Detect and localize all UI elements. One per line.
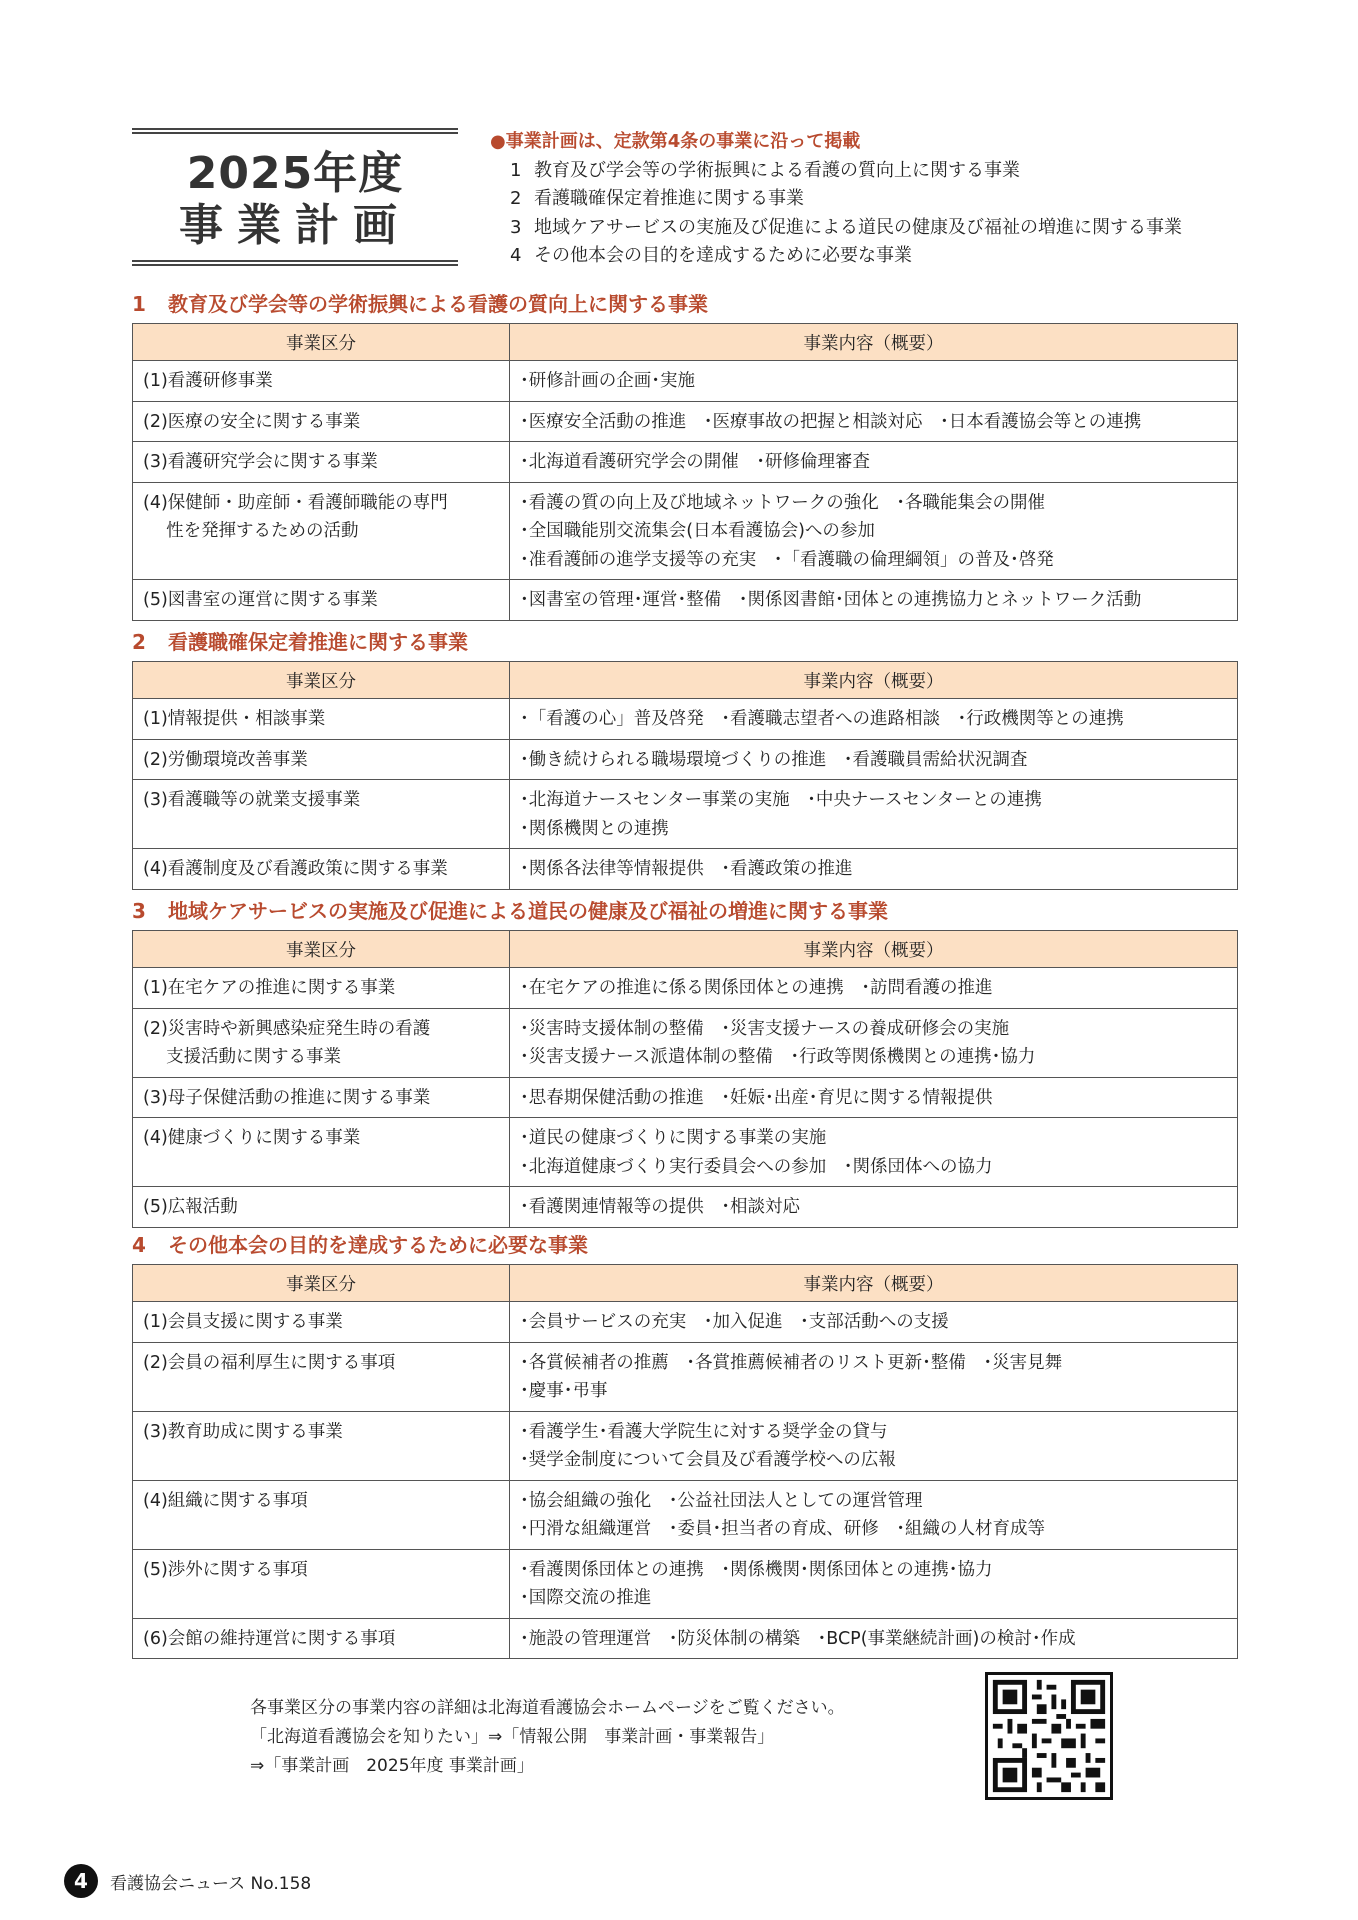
content-text: ･働き続けられる職場環境づくりの推進 ･看護職員需給状況調査 xyxy=(520,749,1028,770)
plan-table xyxy=(132,1264,1238,1659)
category-cell xyxy=(133,1618,510,1659)
category-cell xyxy=(133,1008,510,1077)
category-text: (3)母子保健活動の推進に関する事業 xyxy=(143,1087,431,1108)
content-cell xyxy=(510,1118,1238,1187)
category-text: (3)看護研究学会に関する事業 xyxy=(143,452,378,472)
page-title-box xyxy=(132,128,458,266)
content-text: ･北海道看護研究学会の開催 ･研修倫理審査 xyxy=(520,452,870,472)
table-row xyxy=(133,1549,1238,1618)
content-text: ･協会組織の強化 ･公益社団法人としての運営管理 xyxy=(520,1490,923,1511)
plan-table xyxy=(132,930,1238,1228)
section-number: 1 xyxy=(132,292,146,316)
column-header-category: 事業区分 xyxy=(133,1265,510,1302)
content-text: ･北海道ナースセンター事業の実施 ･中央ナースセンターとの連携 xyxy=(520,790,1042,810)
content-text: ･全国職能別交流集会(日本看護協会)への参加 xyxy=(520,521,875,541)
content-text: ･図書室の管理･運営･整備 ･関係図書館･団体との連携協力とネットワーク活動 xyxy=(520,590,1142,610)
content-cell xyxy=(510,442,1238,483)
intro-item: 1 教育及び学会等の学術振興による看護の質向上に関する事業 xyxy=(510,159,1020,181)
table-row xyxy=(133,699,1238,740)
page-number: 4 xyxy=(64,1864,98,1898)
table-row xyxy=(133,442,1238,483)
content-text: ･各賞候補者の推薦 ･各賞推薦候補者のリスト更新･整備 ･災害見舞 xyxy=(520,1352,1063,1373)
category-text: (2)会員の福利厚生に関する事項 xyxy=(143,1352,396,1373)
column-header-content: 事業内容（概要） xyxy=(510,931,1238,968)
content-text: ･医療安全活動の推進 ･医療事故の把握と相談対応 ･日本看護協会等との連携 xyxy=(520,411,1142,432)
category-cell xyxy=(133,442,510,483)
footer-line: 各事業区分の事業内容の詳細は北海道看護協会ホームページをご覧ください。 xyxy=(250,1698,845,1718)
table-header-row xyxy=(133,324,1238,361)
category-cell xyxy=(133,1077,510,1118)
category-text: (4)看護制度及び看護政策に関する事業 xyxy=(143,859,448,879)
content-cell xyxy=(510,968,1238,1009)
category-cell xyxy=(133,482,510,580)
section-number: 4 xyxy=(132,1233,146,1257)
content-cell xyxy=(510,1302,1238,1343)
table-row xyxy=(133,1187,1238,1228)
category-cell xyxy=(133,739,510,780)
content-text: ･慶事･弔事 xyxy=(520,1381,608,1401)
table-row xyxy=(133,361,1238,402)
table-row xyxy=(133,1618,1238,1659)
table-header-row xyxy=(133,931,1238,968)
category-cell xyxy=(133,1187,510,1228)
footer-line: 「北海道看護協会を知りたい」⇒「情報公開 事業計画・事業報告」 xyxy=(250,1727,775,1747)
category-text: (5)図書室の運営に関する事業 xyxy=(143,590,378,610)
section-title: 看護職確保定着推進に関する事業 xyxy=(168,630,468,654)
category-text: (1)情報提供・相談事業 xyxy=(143,709,326,729)
table-header-row xyxy=(133,662,1238,699)
content-text: ･在宅ケアの推進に係る関係団体との連携 ･訪問看護の推進 xyxy=(520,978,993,998)
category-text: (5)渉外に関する事項 xyxy=(143,1559,308,1580)
intro-list xyxy=(490,128,1182,271)
content-cell xyxy=(510,739,1238,780)
category-cell xyxy=(133,401,510,442)
category-cell xyxy=(133,1118,510,1187)
content-text: ･災害支援ナース派遣体制の整備 ･行政等関係機関との連携･協力 xyxy=(520,1047,1036,1067)
content-cell xyxy=(510,482,1238,580)
category-text: (5)広報活動 xyxy=(143,1197,238,1217)
section-title: 地域ケアサービスの実施及び促進による道民の健康及び福祉の増進に関する事業 xyxy=(168,899,888,923)
table-row xyxy=(133,1118,1238,1187)
plan-table xyxy=(132,661,1238,890)
table-row xyxy=(133,1411,1238,1480)
category-text: (1)会員支援に関する事業 xyxy=(143,1312,343,1332)
category-cell xyxy=(133,968,510,1009)
content-text: ･奨学金制度について会員及び看護学校への広報 xyxy=(520,1450,896,1470)
table-row xyxy=(133,1302,1238,1343)
intro-item: 4 その他本会の目的を達成するために必要な事業 xyxy=(510,245,912,266)
section-number: 3 xyxy=(132,899,146,923)
section-heading xyxy=(132,1229,588,1258)
section-title: その他本会の目的を達成するために必要な事業 xyxy=(168,1233,588,1257)
content-cell xyxy=(510,780,1238,849)
plan-table xyxy=(132,323,1238,621)
table-row xyxy=(133,968,1238,1009)
category-text: (3)看護職等の就業支援事業 xyxy=(143,790,361,810)
table-row xyxy=(133,780,1238,849)
column-header-content: 事業内容（概要） xyxy=(510,324,1238,361)
category-cell xyxy=(133,1549,510,1618)
page-title: 事業計画 xyxy=(179,200,411,251)
content-cell xyxy=(510,699,1238,740)
section-title: 教育及び学会等の学術振興による看護の質向上に関する事業 xyxy=(168,292,708,316)
category-cell xyxy=(133,780,510,849)
column-header-category: 事業区分 xyxy=(133,662,510,699)
intro-item: 2 看護職確保定着推進に関する事業 xyxy=(510,188,804,209)
content-text: ･会員サービスの充実 ･加入促進 ･支部活動への支援 xyxy=(520,1312,949,1332)
footer-line: ⇒「事業計画 2025年度 事業計画」 xyxy=(250,1756,534,1776)
category-text: (1)看護研修事業 xyxy=(143,371,273,391)
table-row xyxy=(133,849,1238,890)
content-cell xyxy=(510,1618,1238,1659)
category-text: 支援活動に関する事業 xyxy=(143,1047,342,1067)
content-text: ･看護学生･看護大学院生に対する奨学金の貸与 xyxy=(520,1421,888,1442)
content-cell xyxy=(510,1187,1238,1228)
content-text: ･「看護の心」普及啓発 ･看護職志望者への進路相談 ･行政機関等との連携 xyxy=(520,709,1124,729)
category-text: (3)教育助成に関する事業 xyxy=(143,1421,343,1442)
table-row xyxy=(133,739,1238,780)
category-cell xyxy=(133,1411,510,1480)
category-text: (1)在宅ケアの推進に関する事業 xyxy=(143,978,396,998)
category-text: (6)会館の維持運営に関する事項 xyxy=(143,1628,396,1649)
content-cell xyxy=(510,1342,1238,1411)
qr-code-icon[interactable] xyxy=(985,1672,1113,1800)
table-row xyxy=(133,401,1238,442)
table-row xyxy=(133,482,1238,580)
intro-lead: ●事業計画は、定款第4条の事業に沿って掲載 xyxy=(490,131,861,152)
content-cell xyxy=(510,1077,1238,1118)
column-header-category: 事業区分 xyxy=(133,324,510,361)
footer-note xyxy=(250,1694,845,1781)
content-cell xyxy=(510,849,1238,890)
content-text: ･北海道健康づくり実行委員会への参加 ･関係団体への協力 xyxy=(520,1156,993,1177)
table-row xyxy=(133,1480,1238,1549)
content-cell xyxy=(510,1008,1238,1077)
content-cell xyxy=(510,580,1238,621)
section-heading xyxy=(132,288,708,317)
page-title-year: 2025年度 xyxy=(186,148,404,199)
category-text: (4)組織に関する事項 xyxy=(143,1490,308,1511)
section-number: 2 xyxy=(132,630,146,654)
category-cell xyxy=(133,361,510,402)
content-text: ･道民の健康づくりに関する事業の実施 xyxy=(520,1128,827,1148)
category-text: (2)災害時や新興感染症発生時の看護 xyxy=(143,1018,431,1039)
table-row xyxy=(133,1008,1238,1077)
category-cell xyxy=(133,580,510,621)
section-heading xyxy=(132,895,888,924)
table-header-row xyxy=(133,1265,1238,1302)
table-row xyxy=(133,580,1238,621)
content-cell xyxy=(510,1480,1238,1549)
column-header-category: 事業区分 xyxy=(133,931,510,968)
content-text: ･看護関連情報等の提供 ･相談対応 xyxy=(520,1197,800,1217)
publication-name: 看護協会ニュース No.158 xyxy=(110,1874,312,1894)
category-cell xyxy=(133,1302,510,1343)
intro-item: 3 地域ケアサービスの実施及び促進による道民の健康及び福祉の増進に関する事業 xyxy=(510,216,1182,238)
category-cell xyxy=(133,699,510,740)
category-text: 性を発揮するための活動 xyxy=(143,521,359,541)
category-text: (2)労働環境改善事業 xyxy=(143,749,308,770)
content-cell xyxy=(510,361,1238,402)
content-cell xyxy=(510,401,1238,442)
content-text: ･国際交流の推進 xyxy=(520,1588,652,1608)
content-text: ･円滑な組織運営 ･委員･担当者の育成、研修 ･組織の人材育成等 xyxy=(520,1519,1045,1539)
section-heading xyxy=(132,626,468,655)
content-text: ･施設の管理運営 ･防災体制の構築 ･BCP(事業継続計画)の検討･作成 xyxy=(520,1628,1076,1649)
category-cell xyxy=(133,1480,510,1549)
content-text: ･准看護師の進学支援等の充実 ･「看護職の倫理綱領」の普及･啓発 xyxy=(520,549,1054,570)
content-text: ･災害時支援体制の整備 ･災害支援ナースの養成研修会の実施 xyxy=(520,1018,1010,1039)
table-row xyxy=(133,1077,1238,1118)
content-text: ･関係各法律等情報提供 ･看護政策の推進 xyxy=(520,859,853,879)
content-cell xyxy=(510,1411,1238,1480)
content-text: ･思春期保健活動の推進 ･妊娠･出産･育児に関する情報提供 xyxy=(520,1087,993,1108)
content-text: ･関係機関との連携 xyxy=(520,818,669,839)
category-text: (4)保健師・助産師・看護師職能の専門 xyxy=(143,492,448,513)
content-text: ･看護関係団体との連携 ･関係機関･関係団体との連携･協力 xyxy=(520,1559,993,1580)
qr-code-graphic xyxy=(988,1675,1110,1797)
category-text: (2)医療の安全に関する事業 xyxy=(143,411,361,432)
category-text: (4)健康づくりに関する事業 xyxy=(143,1128,361,1148)
column-header-content: 事業内容（概要） xyxy=(510,662,1238,699)
content-text: ･研修計画の企画･実施 xyxy=(520,371,695,391)
content-cell xyxy=(510,1549,1238,1618)
category-cell xyxy=(133,1342,510,1411)
category-cell xyxy=(133,849,510,890)
column-header-content: 事業内容（概要） xyxy=(510,1265,1238,1302)
content-text: ･看護の質の向上及び地域ネットワークの強化 ･各職能集会の開催 xyxy=(520,492,1045,513)
table-row xyxy=(133,1342,1238,1411)
